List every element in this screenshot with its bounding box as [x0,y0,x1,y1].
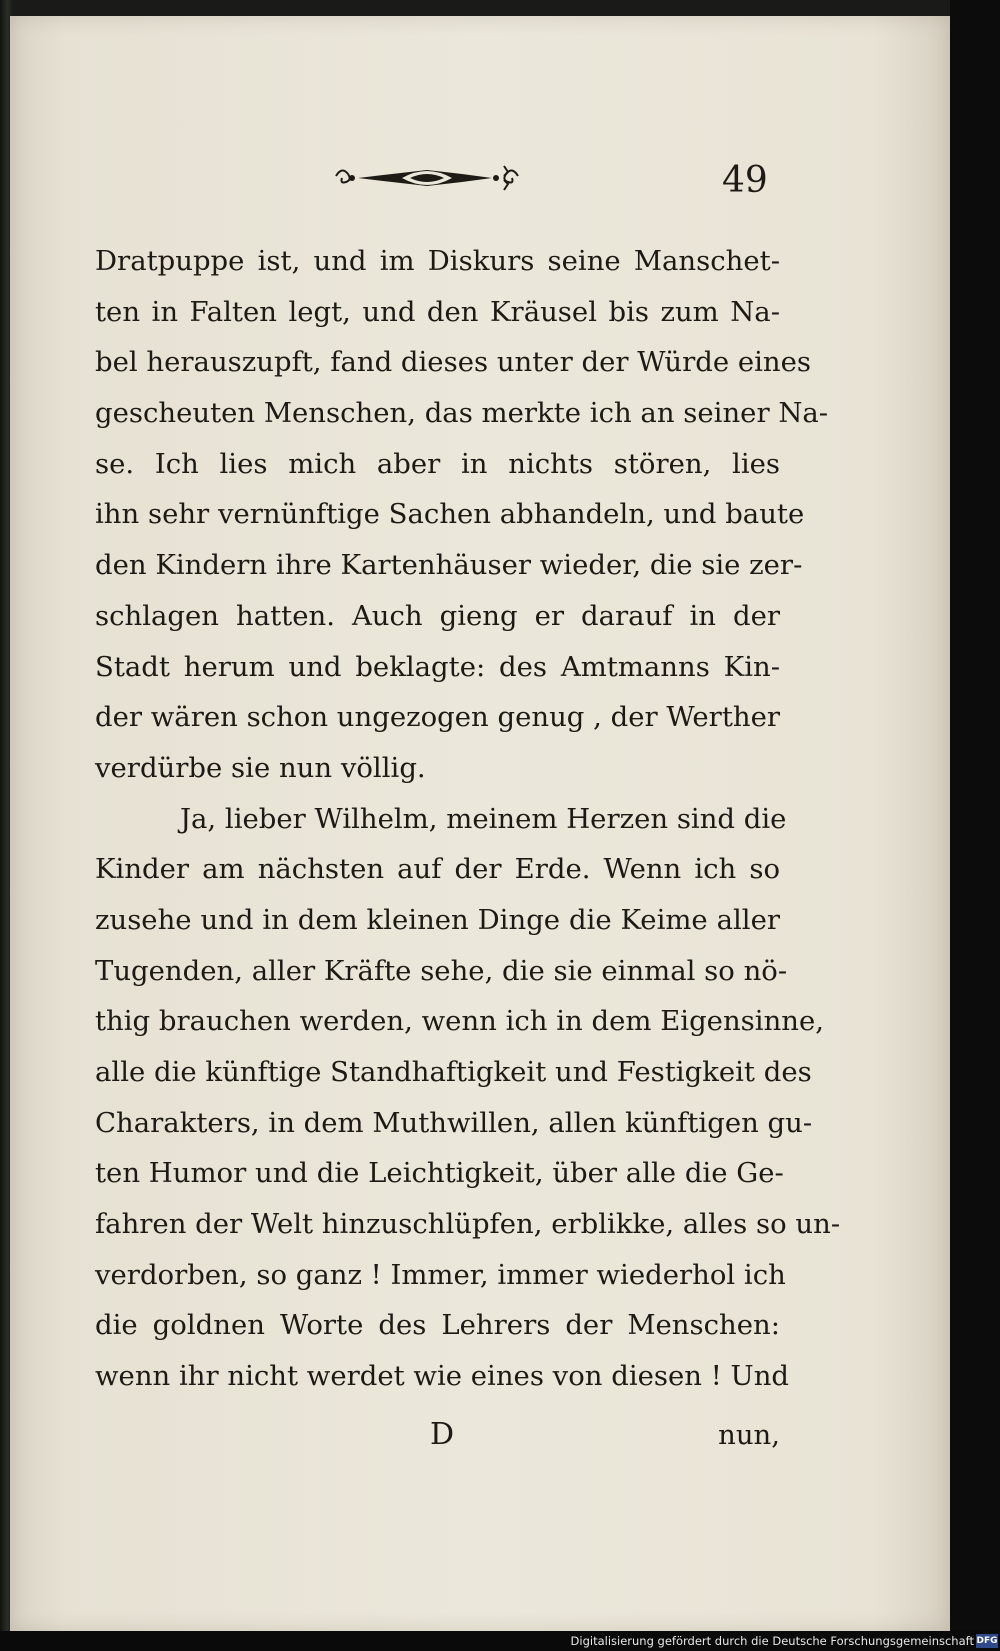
text-line: verdorben, so ganz ! Immer, immer wiederhol ich [95,1258,786,1291]
catchword: nun, [718,1419,780,1451]
body-text [95,236,841,1402]
text-line: ten Humor und die Leichtigkeit, über alle die Ge- [95,1157,784,1190]
page-footer-row [95,1410,780,1460]
page-number: 49 [722,160,768,201]
text-line: se. Ich lies mich aber in nichts stören, lies [95,447,780,480]
text-line: der wären schon ungezogen genug , der Werther [95,701,781,734]
text-line: gescheuten Menschen, das merkte ich an seiner Na- [95,397,829,430]
dfg-logo-badge: DFG [976,1636,998,1646]
paragraph-end-line: verdürbe sie nun völlig. [95,751,426,784]
text-line: die goldnen Worte des Lehrers der Menschen: [95,1309,780,1342]
signature-mark: D [430,1417,455,1452]
text-line: zusehe und in dem kleinen Dinge die Keime aller [95,903,780,936]
paragraph-start-line: Ja, lieber Wilhelm, meinem Herzen sind die [180,802,787,835]
text-line: den Kindern ihre Kartenhäuser wieder, die sie zer- [95,549,803,582]
text-line: wenn ihr nicht werdet wie eines von diesen ! Und [95,1360,790,1393]
text-line: ten in Falten legt, und den Kräusel bis zum Na- [95,295,780,328]
text-line: fahren der Welt hinzuschlüpfen, erblikke, alles so un- [95,1208,841,1241]
text-line: thig brauchen werden, wenn ich in dem Eigensinne, [95,1005,825,1038]
scan-background [950,0,1000,1651]
text-line: ihn sehr vernünftige Sachen abhandeln, und baute [95,498,805,531]
text-line: Charakters, in dem Muthwillen, allen künftigen gu- [95,1106,813,1139]
header-ornament [332,158,522,198]
text-line: Kinder am nächsten auf der Erde. Wenn ich so [95,853,780,886]
text-line: alle die künftige Standhaftigkeit und Festigkeit des [95,1056,812,1088]
text-line: Stadt herum und beklagte: des Amtmanns Kin- [95,650,780,683]
text-line: schlagen hatten. Auch gieng er darauf in der [95,599,780,632]
digitization-credit: Digitalisierung gefördert durch die Deutsche Forschungsgemeinschaft [570,1634,974,1648]
text-line: Dratpuppe ist, und im Diskurs seine Manschet- [95,245,780,277]
text-line: bel herauszupft, fand dieses unter der Würde eines [95,346,812,379]
text-line: Tugenden, aller Kräfte sehe, die sie einmal so nö- [95,954,788,987]
